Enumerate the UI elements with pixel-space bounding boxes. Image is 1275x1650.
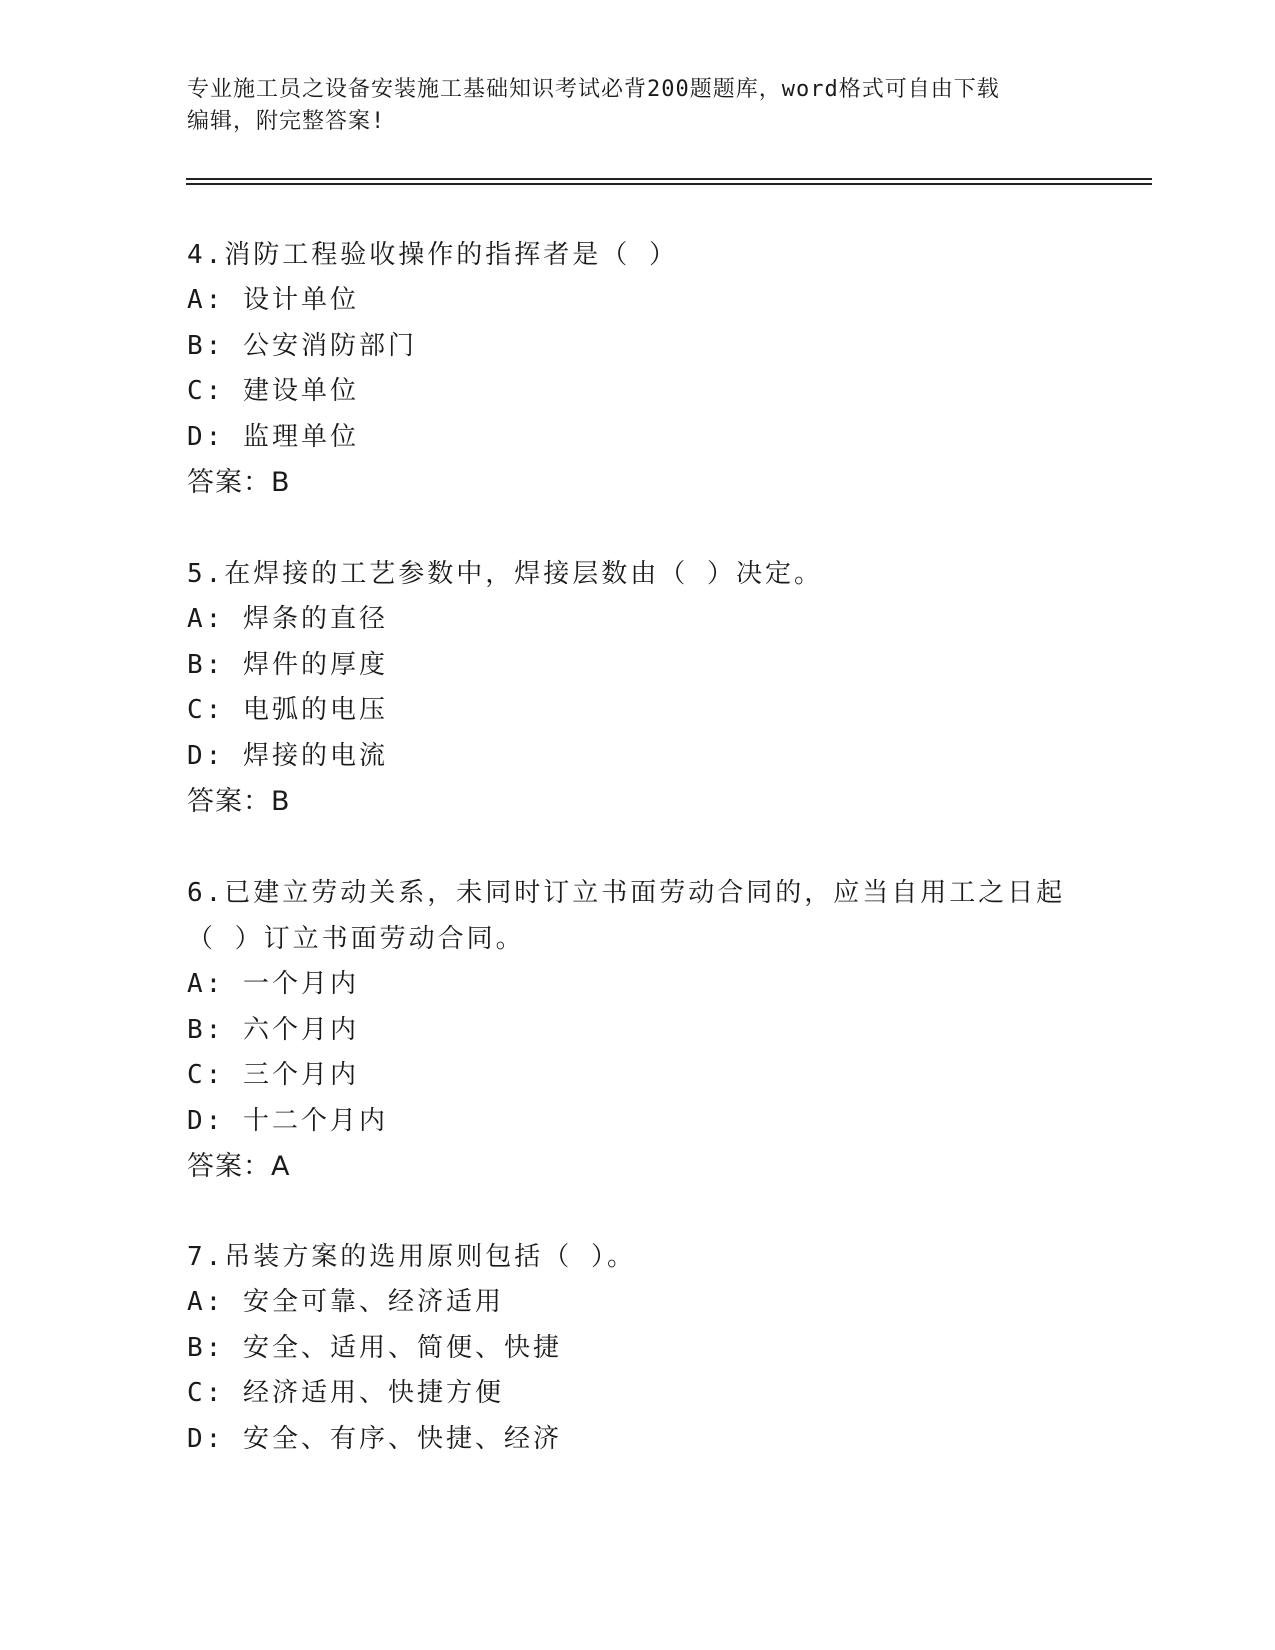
option-a: A: 一个月内: [187, 969, 359, 999]
option-b: B: 焊件的厚度: [187, 649, 388, 680]
header-divider-bottom: [186, 183, 1152, 185]
answer: 答案：B: [187, 467, 291, 498]
option-a: A: 焊条的直径: [187, 604, 388, 634]
question-stem-line-2: （ ）订立书面劳动合同。: [187, 924, 525, 954]
option-d: D: 监理单位: [187, 421, 359, 452]
option-b: B: 六个月内: [187, 1014, 359, 1045]
option-c: C: 三个月内: [187, 1060, 359, 1090]
document-header: [187, 74, 1067, 138]
option-d: D: 焊接的电流: [187, 740, 388, 771]
answer: 答案：A: [187, 1151, 291, 1182]
option-d: D: 安全、有序、快捷、经济: [187, 1423, 562, 1454]
question-stem: 5.在焊接的工艺参数中，焊接层数由（ ）决定。: [187, 559, 823, 589]
option-b: B: 公安消防部门: [187, 330, 417, 361]
option-c: C: 经济适用、快捷方便: [187, 1378, 504, 1408]
question-4: [187, 232, 1087, 506]
question-6: [187, 870, 1087, 1190]
question-stem: 4.消防工程验收操作的指挥者是（ ）: [187, 240, 678, 270]
question-7: [187, 1234, 1087, 1462]
question-stem-line-1: 6.已建立劳动关系，未同时订立书面劳动合同的，应当自用工之日起: [187, 878, 1066, 908]
option-b: B: 安全、适用、简便、快捷: [187, 1332, 562, 1363]
option-c: C: 建设单位: [187, 376, 359, 406]
option-a: A: 设计单位: [187, 285, 359, 315]
header-divider-top: [186, 178, 1152, 180]
option-a: A: 安全可靠、经济适用: [187, 1287, 504, 1317]
header-line-1: 专业施工员之设备安装施工基础知识考试必背200题题库，word格式可自由下载: [187, 77, 1000, 102]
header-line-2: 编辑，附完整答案!: [187, 109, 386, 134]
question-5: [187, 551, 1087, 825]
answer: 答案：B: [187, 786, 291, 817]
question-stem: 7.吊装方案的选用原则包括（ ）。: [187, 1242, 636, 1272]
option-c: C: 电弧的电压: [187, 695, 388, 725]
option-d: D: 十二个月内: [187, 1105, 388, 1136]
